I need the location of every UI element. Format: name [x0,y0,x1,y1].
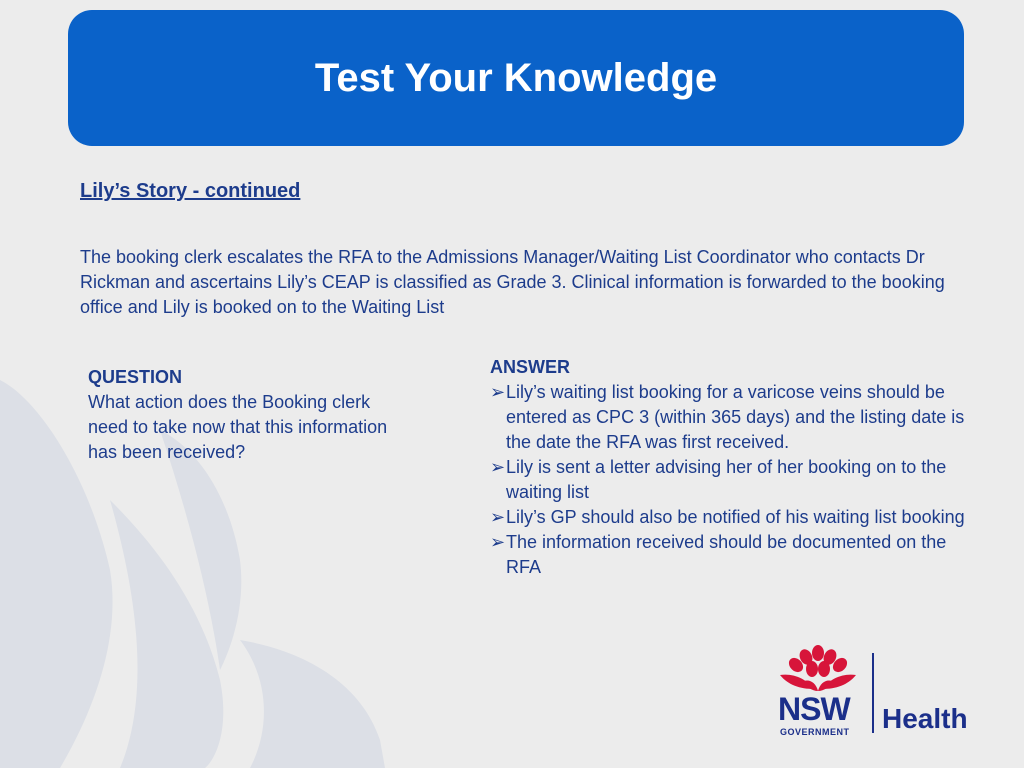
answer-block [490,355,980,580]
answer-list [490,380,980,580]
nsw-wordmark: NSW [778,691,850,727]
question-heading: QUESTION [88,367,183,387]
section-subtitle: Lily’s Story - continued [80,180,301,202]
question-text: What action does the Booking clerk need to take now that this information has been received? [88,392,388,462]
health-wordmark: Health [882,703,968,734]
answer-heading: ANSWER [490,357,570,377]
page-title: Test Your Knowledge [314,55,718,100]
answer-item [490,505,980,530]
intro-paragraph: The booking clerk escalates the RFA to the Admissions Manager/Waiting List Coordinator who contacts Dr Rickman and ascertains Lily’s CEAP is classified as Grade 3. Clinical information is forwarded to the booking office and Lily is booked on to the Waiting List [80,247,945,317]
nsw-health-logo [776,645,986,745]
answer-item-text: Lily is sent a letter advising her of her booking on to the waiting list [506,457,947,502]
logo-divider [872,653,874,733]
answer-item [490,380,980,455]
answer-item-text: The information received should be documented on the RFA [506,532,947,577]
arrow-bullet-icon: ➢ [490,457,506,477]
arrow-bullet-icon: ➢ [490,382,506,402]
government-wordmark: GOVERNMENT [780,727,850,737]
answer-item [490,455,980,505]
answer-item-text: Lily’s GP should also be notified of his waiting list booking [506,507,965,527]
answer-item-text: Lily’s waiting list booking for a varicose veins should be entered as CPC 3 (within 365 days) and the listing date is the date the RFA was first received. [506,382,965,452]
arrow-bullet-icon: ➢ [490,532,506,552]
question-block [88,365,388,465]
answer-item [490,530,980,580]
waratah-flower-icon [776,645,860,695]
title-banner [68,10,964,146]
arrow-bullet-icon: ➢ [490,507,506,527]
